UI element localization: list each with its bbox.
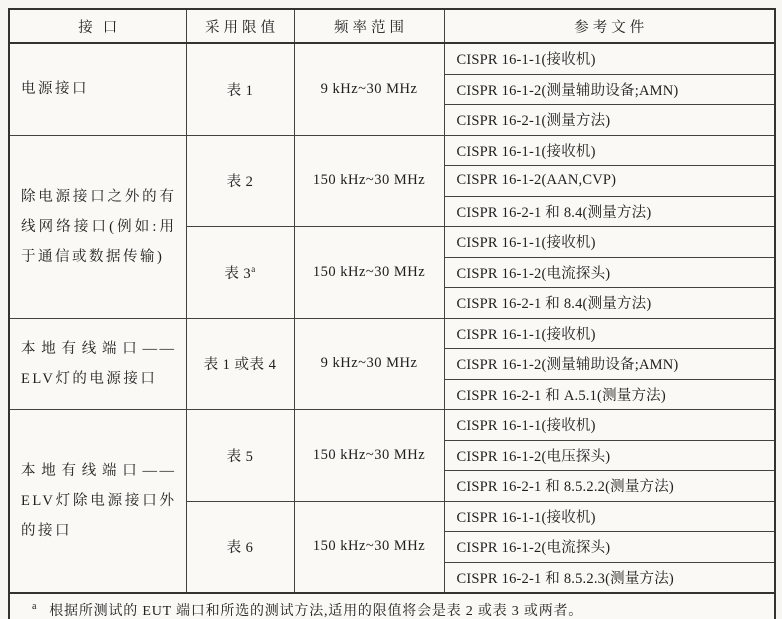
cell-reference: CISPR 16-1-1(接收机) xyxy=(444,318,775,349)
cell-reference: CISPR 16-1-1(接收机) xyxy=(444,501,775,532)
cell-limit: 表 2 xyxy=(186,135,294,227)
header-interface: 接口 xyxy=(9,9,186,43)
cell-frequency: 150 kHz~30 MHz xyxy=(294,227,444,319)
cell-reference: CISPR 16-2-1 和 8.4(测量方法) xyxy=(444,288,775,319)
header-limit: 采用限值 xyxy=(186,9,294,43)
cell-reference: CISPR 16-2-1 和 A.5.1(测量方法) xyxy=(444,379,775,410)
cell-reference: CISPR 16-1-2(测量辅助设备;AMN) xyxy=(444,74,775,105)
cell-frequency: 150 kHz~30 MHz xyxy=(294,135,444,227)
cell-interface: 本地有线端口——ELV灯的电源接口 xyxy=(9,318,186,410)
header-frequency-range: 频率范围 xyxy=(294,9,444,43)
cell-limit: 表 6 xyxy=(186,501,294,593)
cell-interface: 本地有线端口——ELV灯除电源接口外的接口 xyxy=(9,410,186,594)
cell-reference: CISPR 16-1-1(接收机) xyxy=(444,410,775,441)
table-row xyxy=(9,318,775,349)
limit-superscript: a xyxy=(251,263,256,274)
cell-frequency: 150 kHz~30 MHz xyxy=(294,410,444,502)
cell-reference: CISPR 16-1-2(电流探头) xyxy=(444,532,775,563)
cell-interface: 除电源接口之外的有线网络接口(例如:用于通信或数据传输) xyxy=(9,135,186,318)
cell-reference: CISPR 16-2-1 和 8.5.2.3(测量方法) xyxy=(444,562,775,593)
header-reference-documents: 参考文件 xyxy=(444,9,775,43)
footnote xyxy=(9,593,775,619)
cell-interface: 电源接口 xyxy=(9,43,186,135)
cell-frequency: 9 kHz~30 MHz xyxy=(294,43,444,135)
cell-reference: CISPR 16-2-1(测量方法) xyxy=(444,105,775,136)
header-row xyxy=(9,9,775,43)
cell-reference: CISPR 16-1-1(接收机) xyxy=(444,43,775,74)
cell-frequency: 9 kHz~30 MHz xyxy=(294,318,444,410)
cell-reference: CISPR 16-1-2(测量辅助设备;AMN) xyxy=(444,349,775,380)
cell-reference: CISPR 16-1-2(电流探头) xyxy=(444,257,775,288)
cell-limit xyxy=(186,227,294,319)
cell-reference: CISPR 16-2-1 和 8.5.2.2(测量方法) xyxy=(444,471,775,502)
footnote-row xyxy=(9,593,775,619)
footnote-text: 根据所测试的 EUT 端口和所选的测试方法,适用的限值将会是表 2 或表 3 或两者。 xyxy=(49,603,584,619)
limit-label: 表 3 xyxy=(224,265,252,282)
standards-reference-table xyxy=(8,8,776,619)
cell-reference: CISPR 16-1-2(AAN,CVP) xyxy=(444,166,775,197)
cell-limit: 表 5 xyxy=(186,410,294,502)
cell-limit: 表 1 xyxy=(186,43,294,135)
cell-frequency: 150 kHz~30 MHz xyxy=(294,501,444,593)
cell-limit: 表 1 或表 4 xyxy=(186,318,294,410)
footnote-marker: a xyxy=(32,600,38,612)
cell-reference: CISPR 16-1-2(电压探头) xyxy=(444,440,775,471)
table-row xyxy=(9,135,775,166)
cell-reference: CISPR 16-1-1(接收机) xyxy=(444,227,775,258)
table-row xyxy=(9,43,775,74)
table-row xyxy=(9,410,775,441)
cell-reference: CISPR 16-1-1(接收机) xyxy=(444,135,775,166)
cell-reference: CISPR 16-2-1 和 8.4(测量方法) xyxy=(444,196,775,227)
